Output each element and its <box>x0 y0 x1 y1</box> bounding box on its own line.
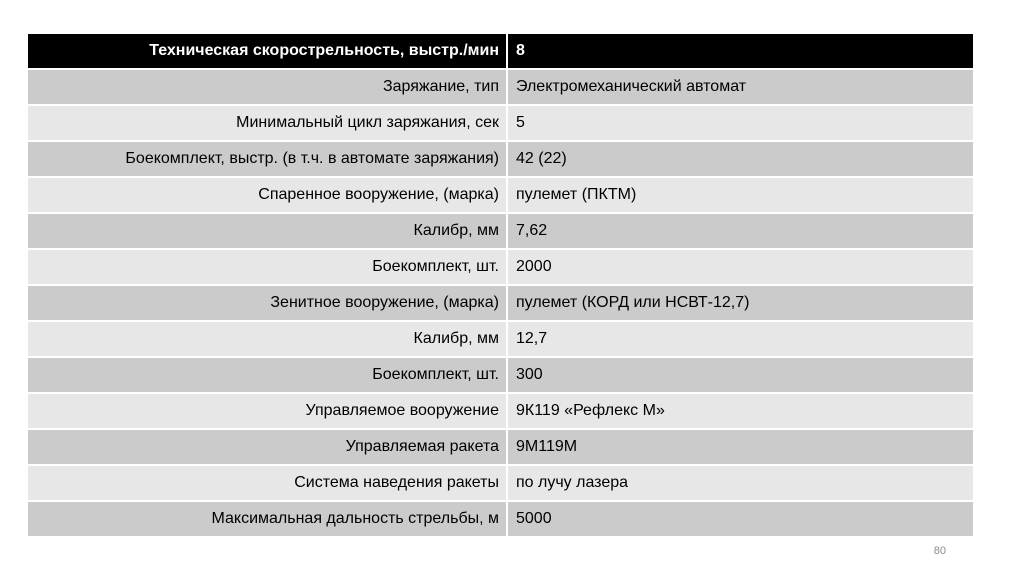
spec-value: 8 <box>507 34 973 69</box>
spec-label: Боекомплект, шт. <box>28 249 507 285</box>
spec-label: Боекомплект, шт. <box>28 357 507 393</box>
table-row <box>28 285 973 321</box>
table-row <box>28 249 973 285</box>
spec-value: 9М119М <box>507 429 973 465</box>
table-row <box>28 34 973 69</box>
spec-value: 2000 <box>507 249 973 285</box>
spec-value: пулемет (ПКТМ) <box>507 177 973 213</box>
spec-value: 12,7 <box>507 321 973 357</box>
spec-value: 5000 <box>507 501 973 537</box>
table-row <box>28 393 973 429</box>
spec-value: 7,62 <box>507 213 973 249</box>
table-row <box>28 465 973 501</box>
table-row <box>28 357 973 393</box>
spec-label: Спаренное вооружение, (марка) <box>28 177 507 213</box>
page-number: 80 <box>933 545 946 557</box>
table-row <box>28 213 973 249</box>
spec-label: Техническая скорострельность, выстр./мин <box>28 34 507 69</box>
spec-label: Максимальная дальность стрельбы, м <box>28 501 507 537</box>
spec-value: по лучу лазера <box>507 465 973 501</box>
specifications-table <box>28 34 973 538</box>
spec-value: 42 (22) <box>507 141 973 177</box>
spec-label: Управляемое вооружение <box>28 393 507 429</box>
spec-label: Управляемая ракета <box>28 429 507 465</box>
spec-label: Зенитное вооружение, (марка) <box>28 285 507 321</box>
table-row <box>28 429 973 465</box>
spec-label: Система наведения ракеты <box>28 465 507 501</box>
table-row <box>28 501 973 537</box>
spec-value: Электромеханический автомат <box>507 69 973 105</box>
table-row <box>28 69 973 105</box>
spec-label: Заряжание, тип <box>28 69 507 105</box>
spec-label: Калибр, мм <box>28 321 507 357</box>
spec-value: 300 <box>507 357 973 393</box>
table-row <box>28 141 973 177</box>
table-row <box>28 105 973 141</box>
spec-label: Минимальный цикл заряжания, сек <box>28 105 507 141</box>
spec-value: пулемет (КОРД или НСВТ-12,7) <box>507 285 973 321</box>
table-row <box>28 321 973 357</box>
spec-label: Боекомплект, выстр. (в т.ч. в автомате заряжания) <box>28 141 507 177</box>
spec-value: 9К119 «Рефлекс М» <box>507 393 973 429</box>
table-row <box>28 177 973 213</box>
spec-label: Калибр, мм <box>28 213 507 249</box>
spec-value: 5 <box>507 105 973 141</box>
